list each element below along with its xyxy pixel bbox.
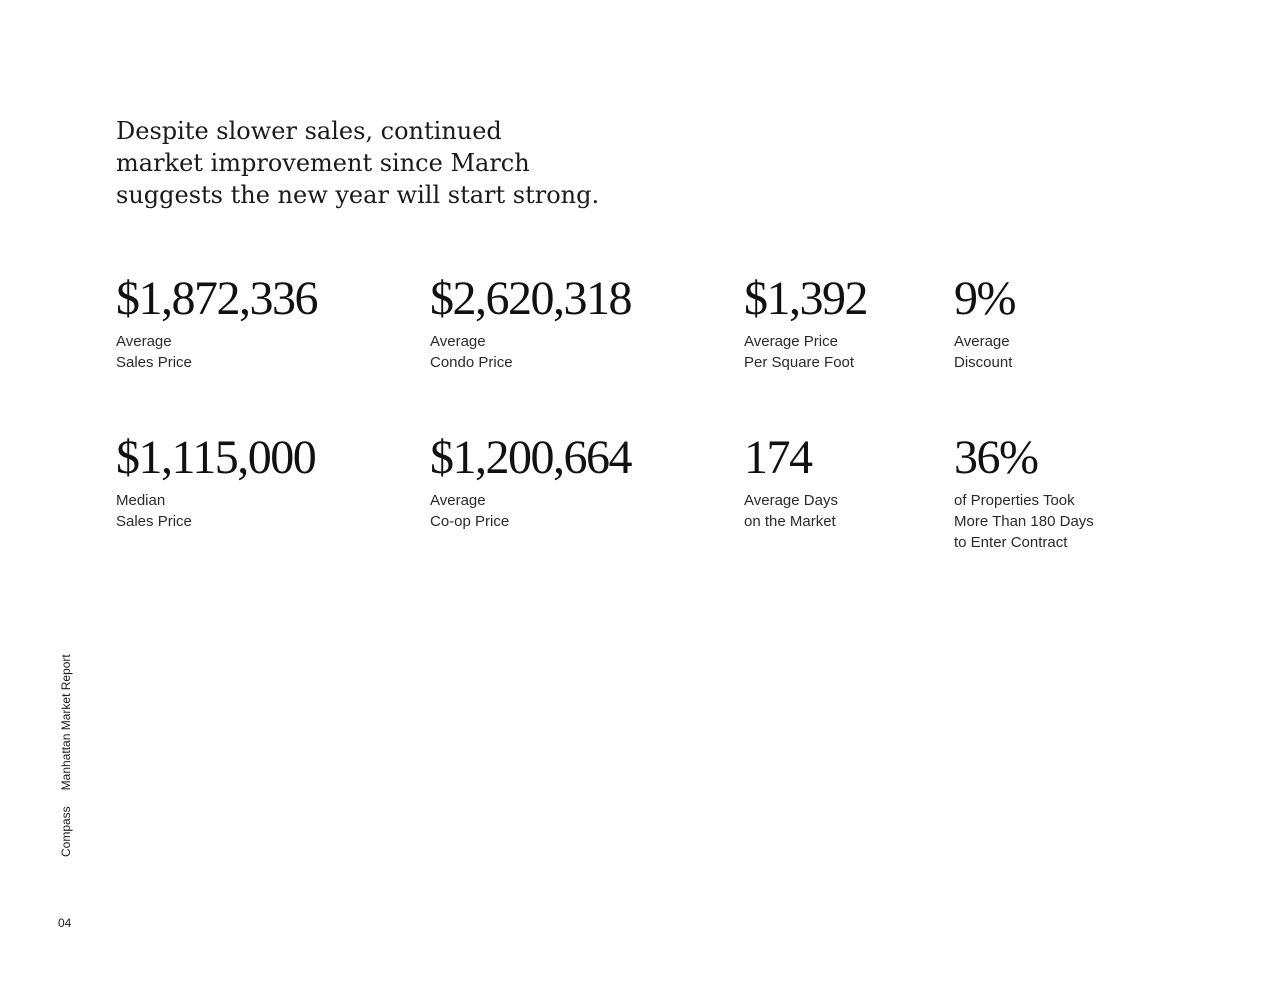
stat-label-line: Average <box>116 333 172 350</box>
headline-line: suggests the new year will start strong. <box>116 181 600 209</box>
stat-label <box>744 490 838 532</box>
stat-label-line: Average <box>954 333 1010 350</box>
stat-label-line: Condo Price <box>430 354 513 371</box>
stat-label <box>954 331 1015 373</box>
stat-average-days-on-market <box>744 432 838 532</box>
stat-label-line: Sales Price <box>116 354 192 371</box>
stat-value: 9% <box>954 272 1015 325</box>
stat-label-line: Per Square Foot <box>744 354 855 371</box>
stat-label <box>116 490 315 532</box>
report-title: Manhattan Market Report <box>59 654 73 791</box>
stat-value: $1,115,000 <box>116 431 316 484</box>
stat-average-condo-price <box>430 273 631 373</box>
stat-label-line: to Enter Contract <box>954 534 1068 551</box>
stat-value: 36% <box>954 431 1038 484</box>
stat-properties-over-180-days <box>954 432 1094 553</box>
stat-median-sales-price <box>116 432 315 532</box>
stat-label-line: Discount <box>954 354 1013 371</box>
stat-value: $1,200,664 <box>430 431 631 484</box>
stat-label-line: Sales Price <box>116 513 192 530</box>
stat-label-line: Average Price <box>744 333 838 350</box>
stat-average-discount <box>954 273 1015 373</box>
stat-label <box>430 490 631 532</box>
stat-label <box>116 331 317 373</box>
stat-average-coop-price <box>430 432 631 532</box>
headline-line: market improvement since March <box>116 149 530 177</box>
stat-label-line: on the Market <box>744 513 836 530</box>
stat-label-line: Median <box>116 492 166 509</box>
stat-value: $1,872,336 <box>116 272 317 325</box>
stat-label-line: More Than 180 Days <box>954 513 1094 530</box>
stat-label-line: of Properties Took <box>954 492 1075 509</box>
stat-value: 174 <box>744 431 812 484</box>
stat-value: $1,392 <box>744 272 867 325</box>
stat-label <box>744 331 867 373</box>
report-side-label <box>58 654 74 857</box>
page-number: 04 <box>58 916 72 930</box>
stat-average-price-per-square-foot <box>744 273 867 373</box>
stat-label-line: Average <box>430 492 486 509</box>
stat-label <box>954 490 1094 553</box>
brand-name: Compass <box>59 806 73 857</box>
stat-average-sales-price <box>116 273 317 373</box>
stat-label-line: Average Days <box>744 492 838 509</box>
stat-label-line: Average <box>430 333 486 350</box>
stat-label <box>430 331 631 373</box>
stat-value: $2,620,318 <box>430 272 631 325</box>
stat-label-line: Co-op Price <box>430 513 510 530</box>
headline-line: Despite slower sales, continued <box>116 117 502 145</box>
headline <box>116 115 676 211</box>
